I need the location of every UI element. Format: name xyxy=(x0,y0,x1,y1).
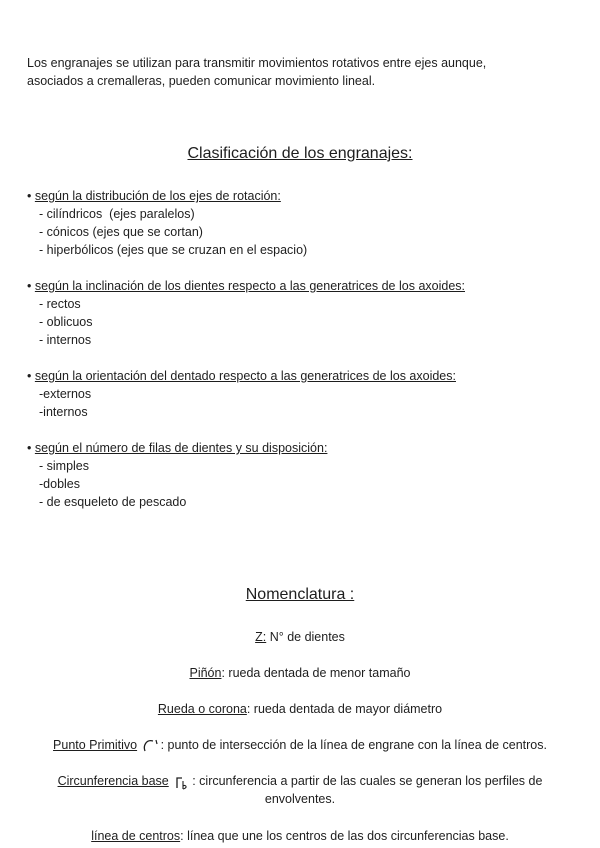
group-heading: según la orientación del dentado respecto a las generatrices de los axoides: xyxy=(34,369,456,383)
classification-group-teeth-inclination xyxy=(27,277,587,349)
definition-rueda xyxy=(20,700,580,718)
definition-text: : rueda dentada de mayor diámetro xyxy=(246,702,443,716)
handwritten-c-symbol-icon xyxy=(141,738,161,754)
definition-pinon xyxy=(20,664,580,682)
list-item: - oblicuos xyxy=(39,315,93,329)
definition-text: N° de dientes xyxy=(266,630,345,644)
definition-linea-de-centros xyxy=(20,827,580,845)
definition-term: Circunferencia base xyxy=(57,774,169,788)
classification-group-axes xyxy=(27,187,587,259)
list-item: - cónicos (ejes que se cortan) xyxy=(39,225,203,239)
intro-line-1: Los engranajes se utilizan para transmitir movimientos rotativos entre ejes aunque, xyxy=(27,56,487,70)
nomenclature-title: Nomenclatura : xyxy=(245,586,355,603)
definition-text: : punto de intersección de la línea de engrane con la línea de centros. xyxy=(160,738,547,752)
classification-group-rows xyxy=(27,439,587,511)
definition-term: Z: xyxy=(255,630,267,644)
group-heading: según la distribución de los ejes de rotación: xyxy=(34,189,281,203)
list-item: - hiperbólicos (ejes que se cruzan en el espacio) xyxy=(39,243,308,257)
bullet: • xyxy=(27,369,32,383)
bullet: • xyxy=(27,279,32,293)
handwritten-rb-symbol-icon xyxy=(172,774,192,790)
list-item: - cilíndricos (ejes paralelos) xyxy=(39,207,195,221)
group-heading: según el número de filas de dientes y su disposición: xyxy=(34,441,328,455)
list-item: - internos xyxy=(39,333,92,347)
definition-term: línea de centros xyxy=(91,829,181,843)
definition-text: : línea que une los centros de las dos circunferencias base. xyxy=(180,829,509,843)
list-item: - de esqueleto de pescado xyxy=(39,495,187,509)
classification-title: Clasificación de los engranajes: xyxy=(187,145,413,162)
list-item: -externos xyxy=(39,387,92,401)
list-item: -dobles xyxy=(39,477,80,491)
intro-paragraph xyxy=(27,54,567,90)
definition-z xyxy=(20,628,580,646)
list-item: - simples xyxy=(39,459,90,473)
list-item: -internos xyxy=(39,405,88,419)
list-item: - rectos xyxy=(39,297,81,311)
definition-term: Rueda o corona xyxy=(157,702,247,716)
intro-line-2: asociados a cremalleras, pueden comunicar movimiento lineal. xyxy=(27,74,376,88)
definition-circunferencia-base xyxy=(20,772,580,808)
definition-term: Punto Primitivo xyxy=(53,738,138,752)
classification-group-orientation xyxy=(27,367,587,421)
bullet: • xyxy=(27,441,32,455)
group-heading: según la inclinación de los dientes respecto a las generatrices de los axoides: xyxy=(34,279,465,293)
definition-term: Piñón xyxy=(189,666,222,680)
definition-punto-primitivo xyxy=(20,736,580,754)
definition-text-continued: envolventes. xyxy=(264,792,336,806)
bullet: • xyxy=(27,189,32,203)
definition-text: : rueda dentada de menor tamaño xyxy=(221,666,411,680)
definition-text: : circunferencia a partir de las cuales se generan los perfiles de xyxy=(192,774,543,788)
